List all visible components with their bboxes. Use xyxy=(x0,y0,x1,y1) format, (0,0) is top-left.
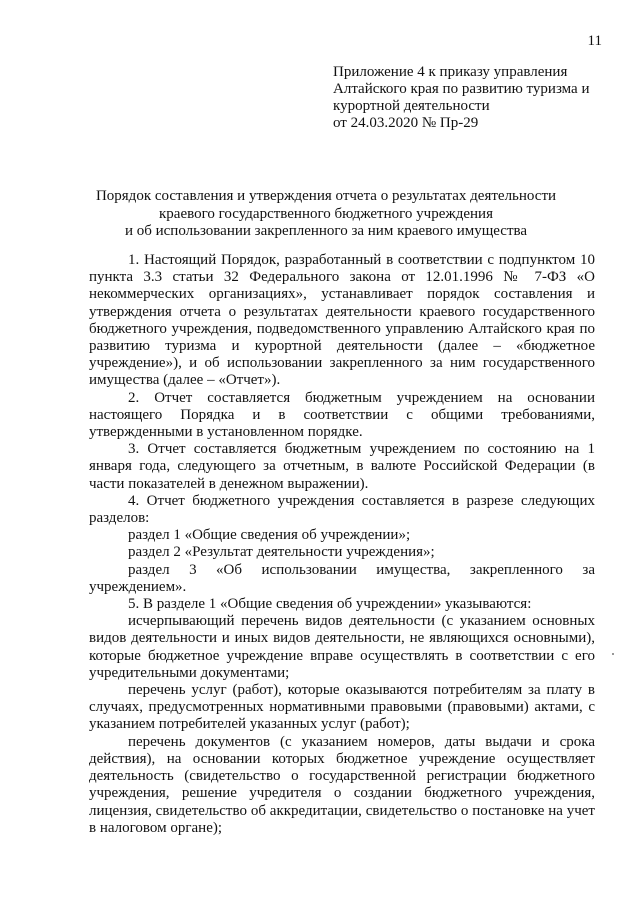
paragraph-3: 3. Отчет составляется бюджетным учреждением по состоянию на 1 января года, следующего за отчетным, в валюте Российской Федерации (в части показателей в денежном выражении). xyxy=(89,441,595,492)
appendix-line: от 24.03.2020 № Пр-29 xyxy=(333,115,479,131)
document-title xyxy=(60,188,592,241)
appendix-header xyxy=(333,64,623,132)
scan-speck xyxy=(612,653,614,655)
paragraph-5-item-a: исчерпывающий перечень видов деятельности (с указанием основных видов деятельности и иных видов деятельности, не являющихся основными), которые бюджетное учреждение вправе осуществлять в соответствии с его учредительными документами; xyxy=(89,613,595,681)
paragraph-5-item-c: перечень документов (с указанием номеров, даты выдачи и срока действия), на основании которых бюджетное учреждение осуществляет деятельность (свидетельство о государственной регистрации бюджетного учреждения, решение учредителя о создании бюджетного учреждения, лицензия, свидетельство об аккредитации, свидетельство о постановке на учет в налоговом органе); xyxy=(89,733,595,836)
appendix-line: Приложение 4 к приказу управления xyxy=(333,64,568,80)
appendix-line: Алтайского края по развитию туризма и xyxy=(333,81,590,97)
paragraph-5-item-b: перечень услуг (работ), которые оказываются потребителям за плату в случаях, предусмотренных нормативными правовыми (правовыми) актами, с указанием потребителей указанных услуг (работ); xyxy=(89,682,595,733)
paragraph-5: 5. В разделе 1 «Общие сведения об учреждении» указываются: xyxy=(128,596,532,613)
paragraph-4: 4. Отчет бюджетного учреждения составляется в разрезе следующих разделов: xyxy=(89,492,595,527)
appendix-line: курортной деятельности xyxy=(333,98,490,114)
title-line: Порядок составления и утверждения отчета о результатах деятельности xyxy=(95,188,557,204)
section-item-2: раздел 2 «Результат деятельности учреждения»; xyxy=(128,544,435,561)
title-line: краевого государственного бюджетного учреждения xyxy=(159,205,493,222)
paragraph-1: 1. Настоящий Порядок, разработанный в соответствии с подпунктом 10 пункта 3.3 статьи 32 Федерального закона от 12.01.1996 № 7-ФЗ «О некоммерческих организациях», устанавливает порядок составления и утверждения отчета о результатах деятельности краевого государственного бюджетного учреждения, подведомственного управлению Алтайского края по развитию туризма и курортной деятельности (далее – «бюджетное учреждение»), и об использовании закрепленного за ним государственного имущества (далее – «Отчет»). xyxy=(89,252,595,389)
document-body xyxy=(89,252,595,837)
page-number: 11 xyxy=(587,33,602,49)
section-item-1: раздел 1 «Общие сведения об учреждении»; xyxy=(128,527,411,544)
section-item-3: раздел 3 «Об использовании имущества, закрепленного за учреждением». xyxy=(89,561,595,595)
title-line: и об использовании закрепленного за ним краевого имущества xyxy=(124,223,528,239)
paragraph-2: 2. Отчет составляется бюджетным учреждением на основании настоящего Порядка и в соответствии с общими требованиями, утвержденными в установленном порядке. xyxy=(89,389,595,441)
